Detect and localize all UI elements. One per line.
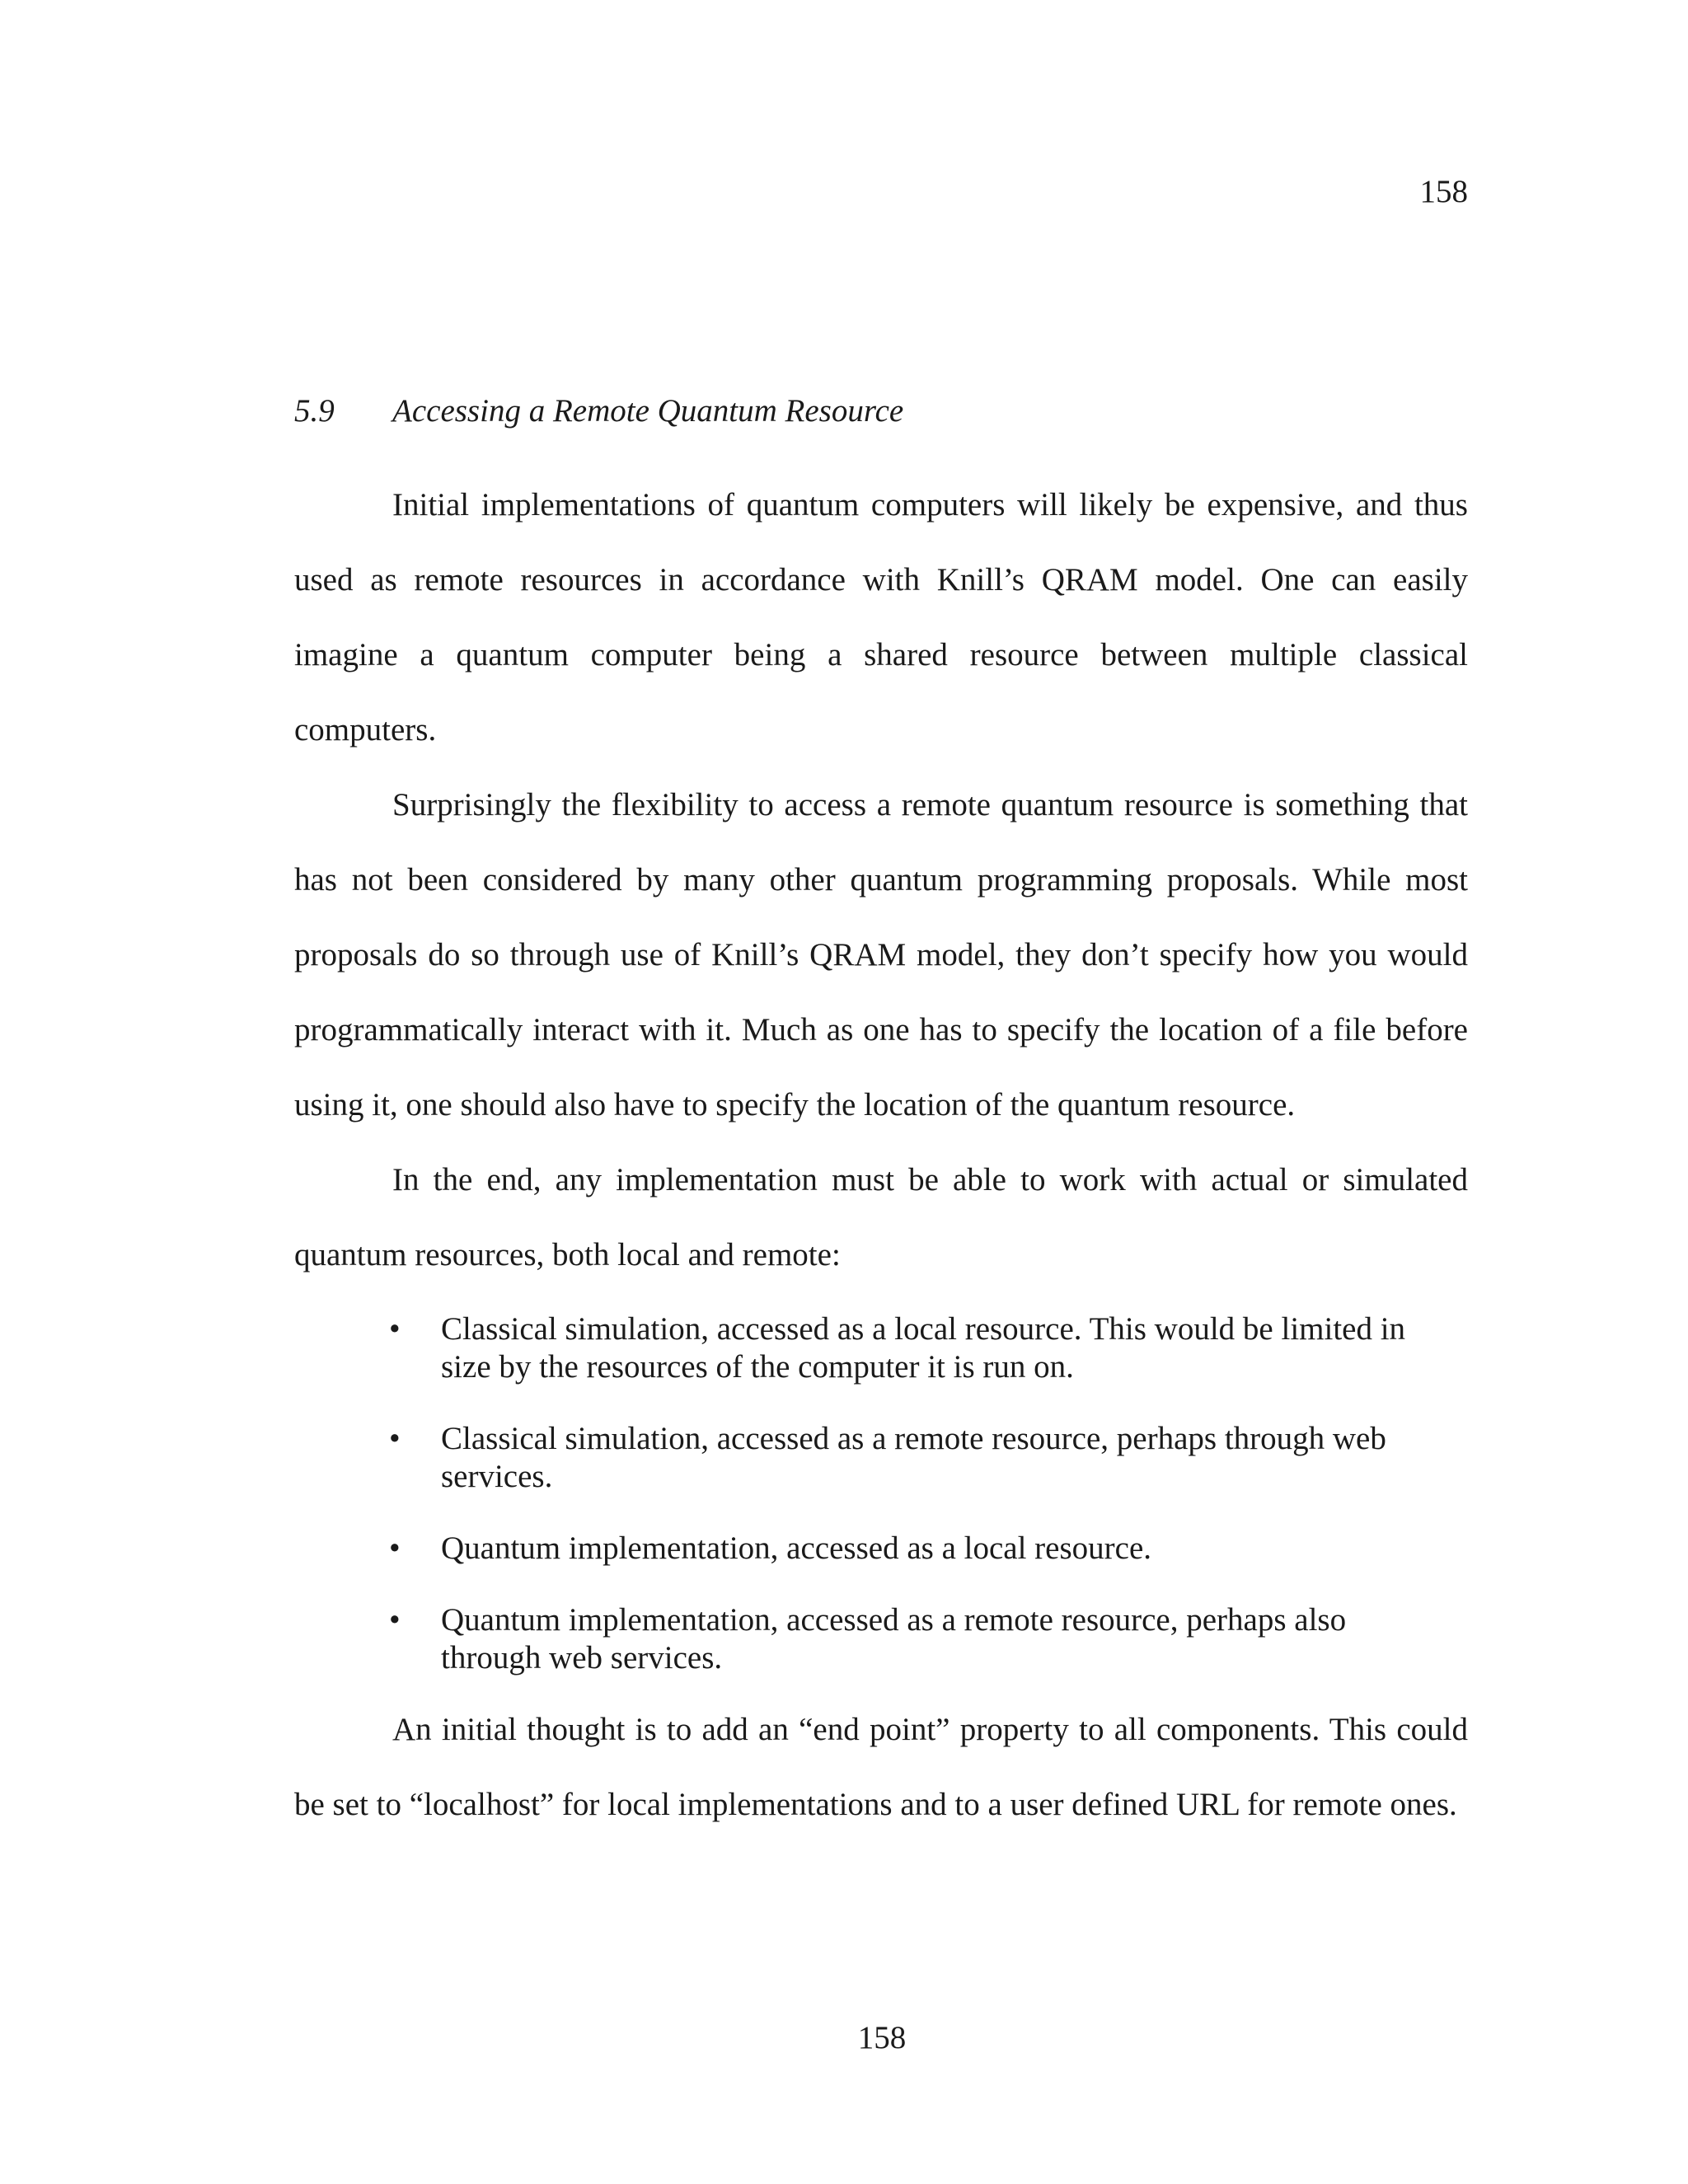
page-number-bottom: 158: [857, 2020, 907, 2055]
paragraph-intro: Initial implementations of quantum computers will likely be expensive, and thus used as remote resources in accordance with Knill’s QRAM model. One can easily imagine a quantum computer being a shared resource between multiple classical computers.: [294, 487, 1468, 748]
bullet-icon: •: [389, 1311, 401, 1347]
bullet-icon: •: [389, 1421, 401, 1456]
section-heading: [294, 392, 1468, 430]
list-item: [294, 1310, 1468, 1386]
list-item-text: Classical simulation, accessed as a remote resource, perhaps through web services.: [441, 1421, 1386, 1494]
section-title: Accessing a Remote Quantum Resource: [392, 393, 904, 429]
bullet-icon: •: [389, 1530, 401, 1566]
section-number: 5.9: [294, 393, 335, 429]
list-item-text: Quantum implementation, accessed as a remote resource, perhaps also through web services.: [441, 1602, 1347, 1675]
list-item-text: Classical simulation, accessed as a local resource. This would be limited in size by the resources of the computer it is run on.: [441, 1311, 1406, 1385]
page-number-top: 158: [1419, 174, 1468, 209]
list-item: [294, 1530, 1468, 1568]
paragraph-flexibility: Surprisingly the flexibility to access a remote quantum resource is something that has not been considered by many other quantum programming proposals. While most proposals do so through use of Knill’s QRAM model, they don’t specify how you would programmatically interact with it. Much as one has to specify the location of a file before using it, one should also have to specify the location of the quantum resource.: [294, 787, 1468, 1122]
page-body: [294, 392, 1468, 1842]
list-item: [294, 1420, 1468, 1496]
list-item-text: Quantum implementation, accessed as a local resource.: [441, 1530, 1151, 1566]
bullet-icon: •: [389, 1602, 401, 1638]
paragraph-implementation: In the end, any implementation must be able to work with actual or simulated quantum resources, both local and remote:: [294, 1162, 1468, 1272]
list-item: [294, 1601, 1468, 1677]
resource-list: [294, 1310, 1468, 1677]
paragraph-closing: An initial thought is to add an “end point” property to all components. This could be set to “localhost” for local implementations and to a user defined URL for remote ones.: [294, 1712, 1468, 1822]
